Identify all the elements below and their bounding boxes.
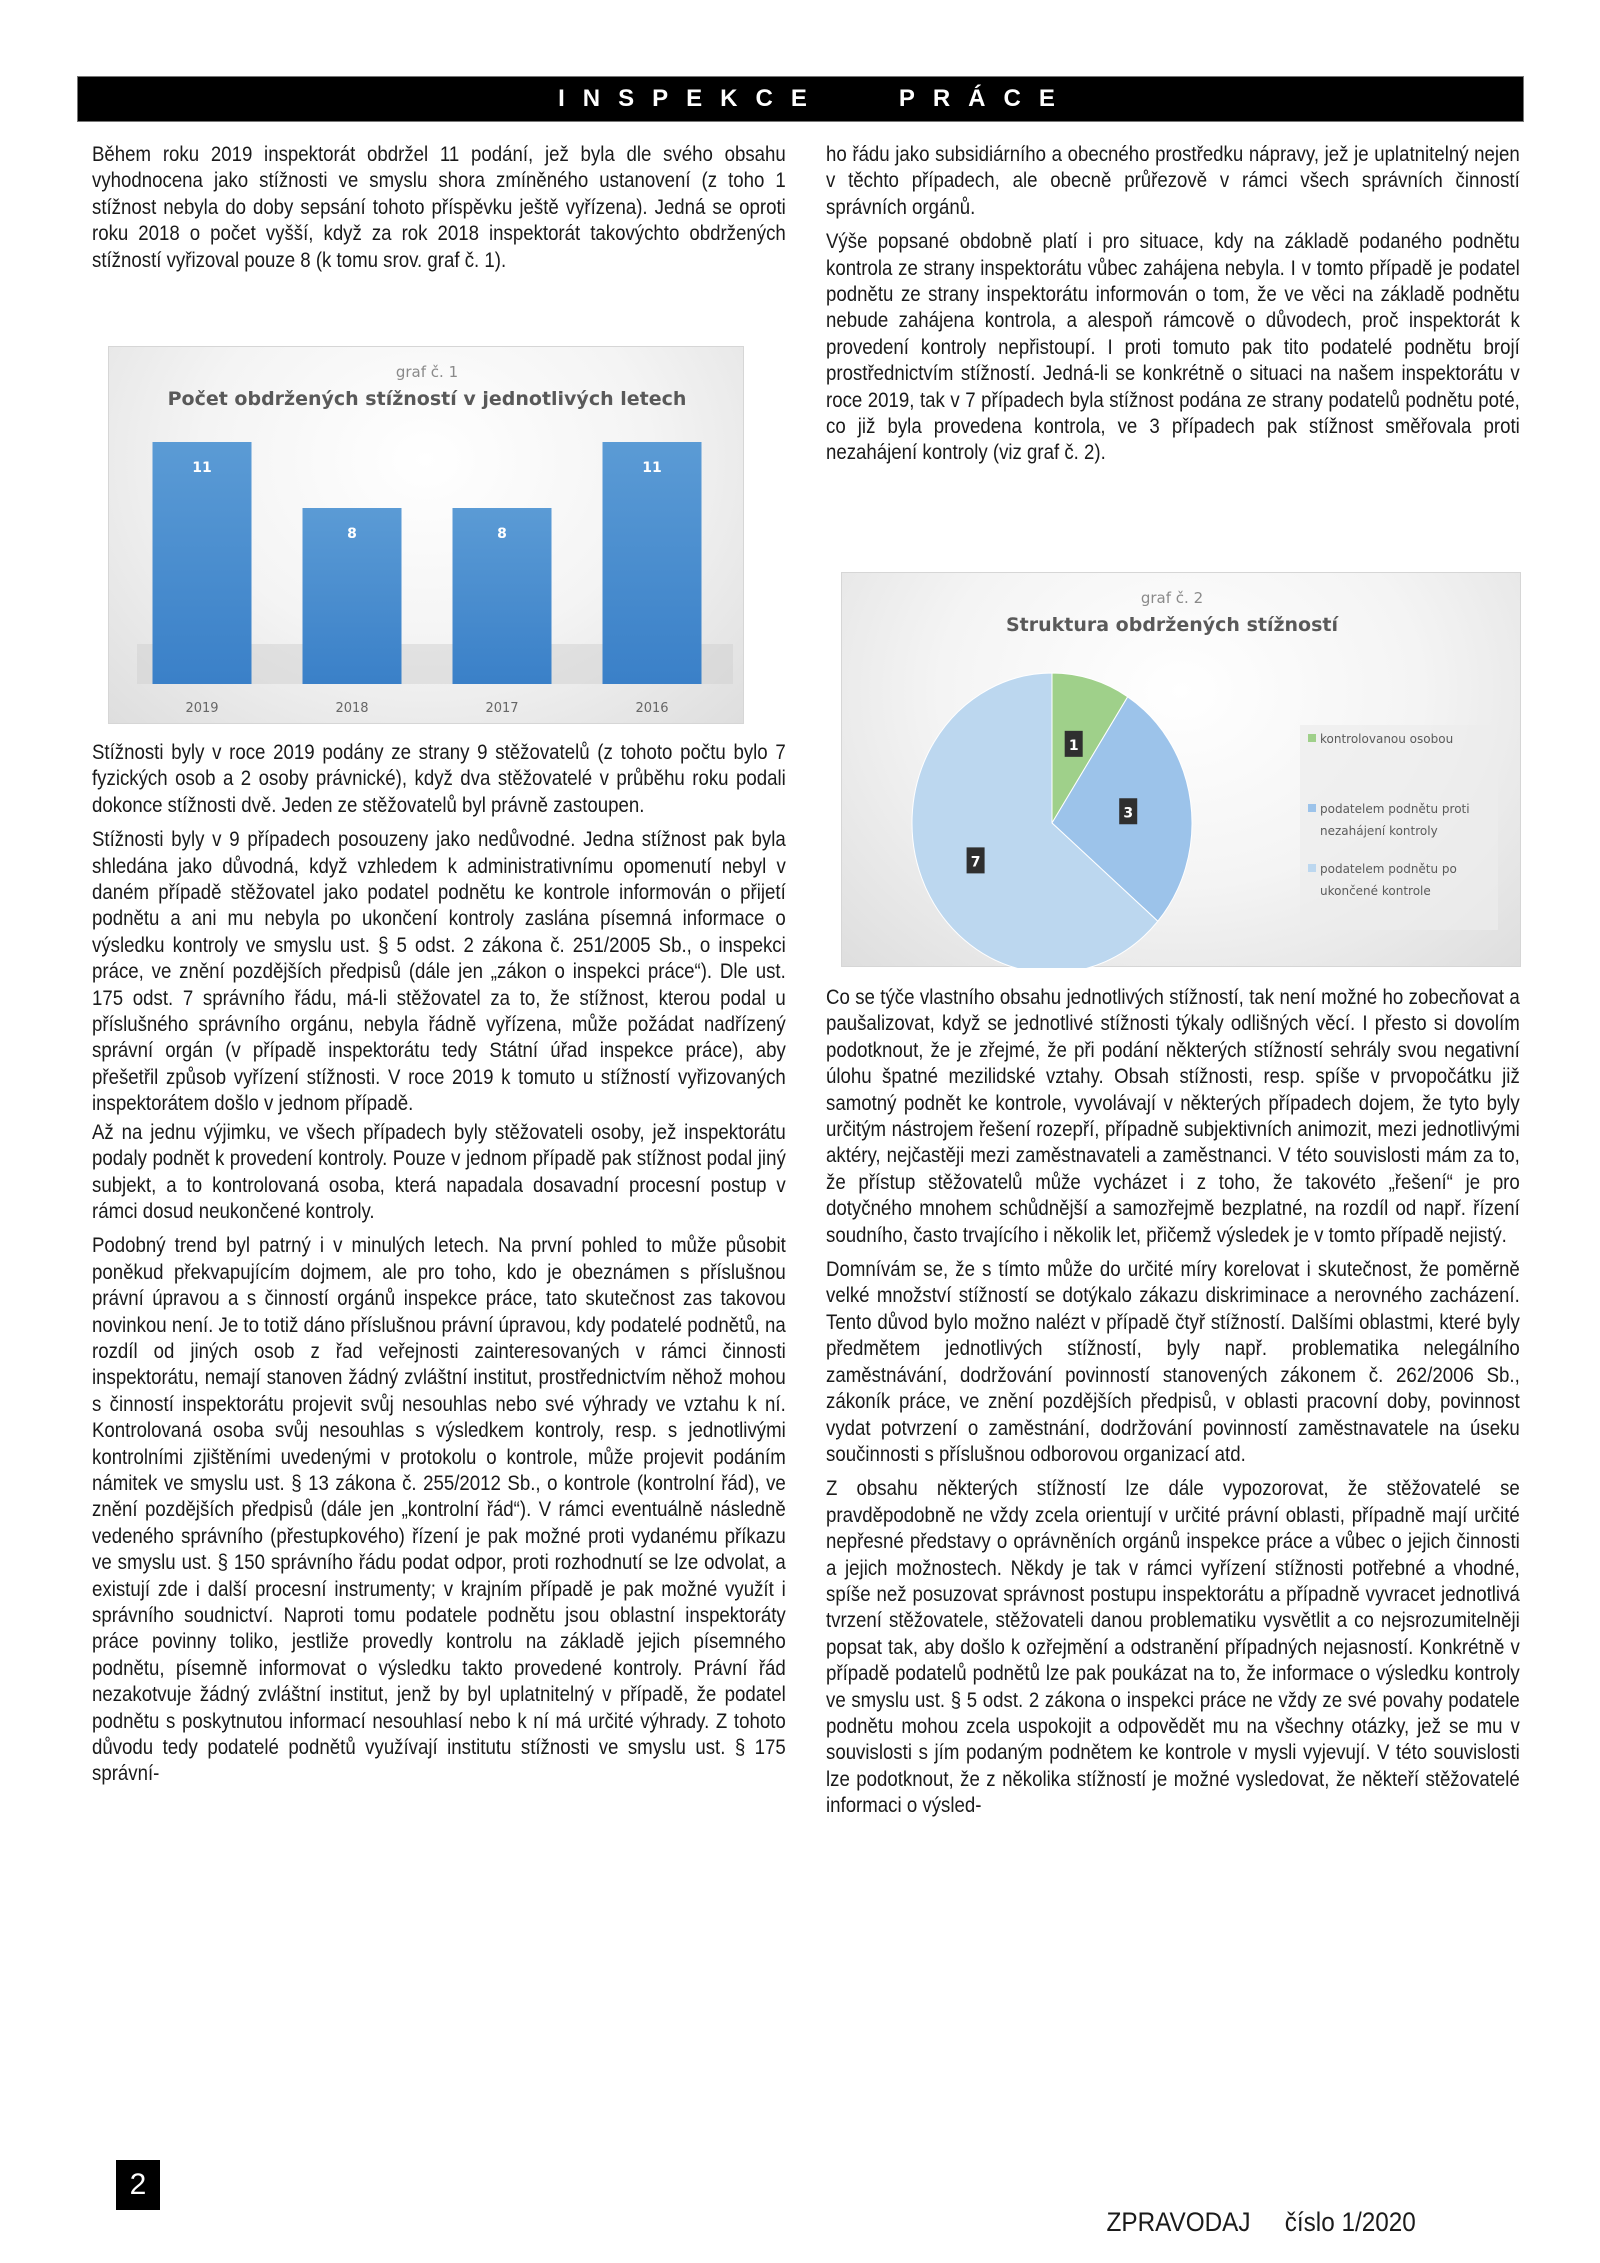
data-label: 11 (192, 460, 212, 476)
legend-label: podatelem podnětu po (1320, 862, 1457, 876)
paragraph: Výše popsané obdobně platí i pro situace, kdy na základě podaného podnětu kontrola ze strany inspektorátu vůbec zahájena nebyla. I v tomto případě je podatel podnětu ze strany inspektorátu informován o tom, že ve věci na základě podnětu nebude zahájena kontrola, a alespoň rámcově o důvodech, proč inspektorát k provedení kontroly nepřistoupí. I proti tomuto pak tito podatelé podnětu brojí prostřednictvím stížností. Jedná-li se konkrétně o situaci na našem inspektorátu v roce 2019, tak v 7 případech byla stížnost podána ze strany podatelů podnětu poté, co již byla provedena kontrola, ve 3 případech pak stížnost směřovala proti nezahájení kontroly (viz graf č. 2). (826, 230, 1520, 465)
x-tick-label: 2017 (485, 701, 519, 716)
chart-subtitle: graf č. 2 (1140, 589, 1204, 607)
pie-chart-complaint-structure (841, 572, 1521, 967)
section-title: INSPEKCE PRÁCE (558, 85, 1073, 112)
paragraph: Z obsahu některých stížností lze dále vypozorovat, že stěžovatelé se pravděpodobně ne vždy zcela orientují v určité právní oblasti, případně mají určité nepřesné představy o oprávněních orgánů inspekce práce a vůbec o jejich činnosti a jejich možnostech. Někdy je tak v rámci vyřízení stížnosti potřebné a vhodné, spíše než posuzovat správnost postupu inspektorátu a případně vyvracet jednotlivá tvrzení stěžovatele, stěžovateli danou problematiku vysvětlit a co nejsrozumitelněji popsat tak, aby došlo k ozřejmění a odstranění případných nejasností. Konkrétně v případě podatelů podnětů lze pak poukázat na to, že informace o výsledku kontroly ve smyslu ust. § 5 odst. 2 zákona o inspekci práce ne vždy ze své povahy podatele podnětu mohou zcela uspokojit a odpovědět mu na všechny otázky, jež se mu v souvislosti s jím podaným podnětem ke kontrole v mysli vyjevují. V této souvislosti lze podotknout, že z několika stížností je možné vysledovat, že někteří stěžovatelé informaci o výsled- (826, 1477, 1520, 1818)
bar-2019 (153, 442, 252, 684)
issue-number: číslo 1/2020 (1284, 2207, 1416, 2237)
data-label: 3 (1123, 805, 1134, 822)
data-label: 11 (642, 460, 662, 476)
left-column-intro (92, 142, 786, 282)
paragraph: Co se týče vlastního obsahu jednotlivých stížností, tak není možné ho zobecňovat a paušalizovat, když se jednotlivé stížnosti týkaly odlišných věcí. I přesto si dovolím podotknout, že je zřejmé, že při podání některých stížností sehrály svou negativní úlohu špatné mezilidské vztahy. Obsah stížnosti, resp. spíše v prvopočátku již samotný podnět ke kontrole, vyvolávají v některých případech dojem, že tyto byly určitým nástrojem řešení rozepří, případně subjektivních animozit, mezi jednotlivými aktéry, nejčastěji mezi zaměstnavateli a zaměstnanci. V této souvislosti mám za to, že přístup stěžovatelů může vycházet i z toho, že takovéto „řešení“ je pro dotyčného mnohem schůdnější a samozřejmě bezplatné, na rozdíl od např. řízení soudního, často trvajícího i několik let, přičemž výsledek je v tomto případě nejistý. (826, 986, 1520, 1247)
paragraph: Stížnosti byly v roce 2019 podány ze strany 9 stěžovatelů (z tohoto počtu bylo 7 fyzických osob a 2 osoby právnické), když dva stěžovatelé v průběhu roku podali dokonce stížnosti dvě. Jeden ze stěžovatelů byl právně zastoupen. (92, 741, 786, 817)
x-tick-label: 2016 (635, 701, 669, 716)
section-header (77, 76, 1524, 122)
paragraph: ho řádu jako subsidiárního a obecného prostředku nápravy, jež je uplatnitelný nejen v těchto případech, ale obecně průřezově v rámci všech správních činností správních orgánů. (826, 143, 1520, 219)
right-column-bottom (826, 985, 1520, 1828)
data-label: 1 (1068, 737, 1079, 754)
x-tick-label: 2019 (185, 701, 219, 716)
chart-subtitle: graf č. 1 (395, 363, 459, 381)
data-label: 8 (347, 526, 357, 542)
legend-label: podatelem podnětu proti (1320, 802, 1470, 816)
x-tick-label: 2018 (335, 701, 369, 716)
legend-swatch (1308, 734, 1316, 742)
paragraph: Až na jednu výjimku, ve všech případech byly stěžovateli osoby, jež inspektorátu podaly podnět k provedení kontroly. Pouze v jednom případě pak stížnost podal jiný subjekt, a to kontrolovaná osoba, která napadala dosavadní procesní postup v rámci dosud neukončené kontroly. (92, 1120, 786, 1223)
legend-label: nezahájení kontroly (1320, 824, 1438, 838)
paragraph: Stížnosti byly v 9 případech posouzeny jako nedůvodné. Jedna stížnost pak byla shledána jako důvodná, když vzhledem k administrativnímu opomenutí nebyl v daném případě stěžovatel jako podatel podnětu ke kontrole informován o přijetí podnětu a ani mu nebyla po ukončení kontroly zaslána písemná informace o výsledku kontroly ve smyslu ust. § 5 odst. 2 zákona č. 251/2005 Sb., o inspekci práce, ve znění pozdějších předpisů (dále jen „zákon o inspekci práce“). Dle ust. 175 odst. 7 správního řádu, má-li stěžovatel za to, že stížnost, kterou podal u příslušného správního orgánu, nebyla řádně vyřízena, může požádat nadřízený správní orgán (v případě inspektorátu tedy Státní úřad inspekce práce), aby přešetřil způsob vyřízení stížnosti. V roce 2019 k tomuto u stížností vyřizovaných inspektorátem došlo v jednom případě. (92, 828, 786, 1116)
legend-swatch (1308, 864, 1316, 872)
legend-label: kontrolovanou osobou (1320, 732, 1454, 746)
paragraph: Během roku 2019 inspektorát obdržel 11 podání, jež byla dle svého obsahu vyhodnocena jako stížnosti ve smyslu shora zmíněného ustanovení (z toho 1 stížnost nebyla do doby sepsání tohoto příspěvku ještě vyřízena). Jedná se oproti roku 2018 o počet vyšší, když za rok 2018 inspektorát takovýchto obdržených stížností vyřizoval pouze 8 (k tomu srov. graf č. 1). (92, 143, 786, 272)
publication-footer (1093, 2176, 1416, 2238)
pie-chart-svg (842, 573, 1522, 968)
right-column-top (826, 142, 1520, 475)
chart-title: Struktura obdržených stížností (1005, 614, 1339, 636)
bar-2016 (603, 442, 702, 684)
legend-label: ukončené kontrole (1320, 884, 1431, 898)
chart-title: Počet obdržených stížností v jednotlivých letech (167, 388, 687, 410)
bar-chart-svg (109, 347, 745, 725)
paragraph: Podobný trend byl patrný i v minulých letech. Na první pohled to může působit poněkud překvapujícím dojmem, ale pro toho, kdo je obeznámen s příslušnou právní úpravou a s činností orgánů inspekce práce, tato skutečnost zas takovou novinkou není. Je to totiž dáno příslušnou právní úpravou, kdy podatelé podnětů, na rozdíl od jiných osob z řad veřejnosti zainteresovaných v rámci činnosti inspektorátu, nemají stanoven žádný zvláštní institut, prostřednictvím něhož mohou s činností inspektorátu projevit svůj nesouhlas nebo své výhrady ve vztahu k ní. Kontrolovaná osoba svůj nesouhlas s výsledkem kontroly, resp. s jednotlivými kontrolními zjištěními uvedenými v protokolu o kontrole, může projevit podáním námitek ve smyslu ust. § 13 zákona č. 255/2012 Sb., o kontrole (kontrolní řád), ve znění pozdějších předpisů (dále jen „kontrolní řád“). V rámci eventuálně následně vedeného správního (přestupkového) řízení je pak možné proti vydanému příkazu ve smyslu ust. § 150 správního řádu podat odpor, proti rozhodnutí se lze odvolat, a existují zde i další procesní instrumenty; v krajním případě je pak možné využít i správního soudnictví. Naproti tomu podatele podnětu jsou oblastní inspektoráty práce povinny toliko, jestliže provedly kontrolu na základě jejich písemného podnětu, písemně informovat o výsledku takto provedené kontroly. Právní řád nezakotvuje žádný zvláštní institut, jenž by byl uplatnitelný v případě, že podatel podnětu s poskytnutou informací nesouhlasí nebo k ní má určité výhrady. Z tohoto důvodu tedy podatelé podnětů využívají institutu stížnosti ve smyslu ust. § 175 správní- (92, 1234, 786, 1786)
publication-name: ZPRAVODAJ (1106, 2207, 1251, 2237)
data-label: 8 (497, 526, 507, 542)
paragraph: Domnívám se, že s tímto může do určité míry korelovat i skutečnost, že poměrně velké množství stížností se dotýkalo zákazu diskriminace a nerovného zacházení. Tento důvod bylo možno nalézt v případě čtyř stížností. Dalšími oblastmi, které byly předmětem jednotlivých stížností, byly např. problematika nelegálního zaměstnávání, dodržování povinností stanovených zákonem č. 262/2006 Sb., zákoník práce, ve znění pozdějších předpisů, v oblasti pracovní doby, povinnost vydat potvrzení o zaměstnání, dodržování povinností zaměstnavatele na úseku součinnosti s příslušnou odborovou organizací atd. (826, 1258, 1520, 1466)
data-label: 7 (970, 854, 981, 871)
legend-swatch (1308, 804, 1316, 812)
bar-chart-complaints-per-year (108, 346, 744, 724)
page-number: 2 (116, 2160, 160, 2210)
left-column-main (92, 740, 786, 1796)
